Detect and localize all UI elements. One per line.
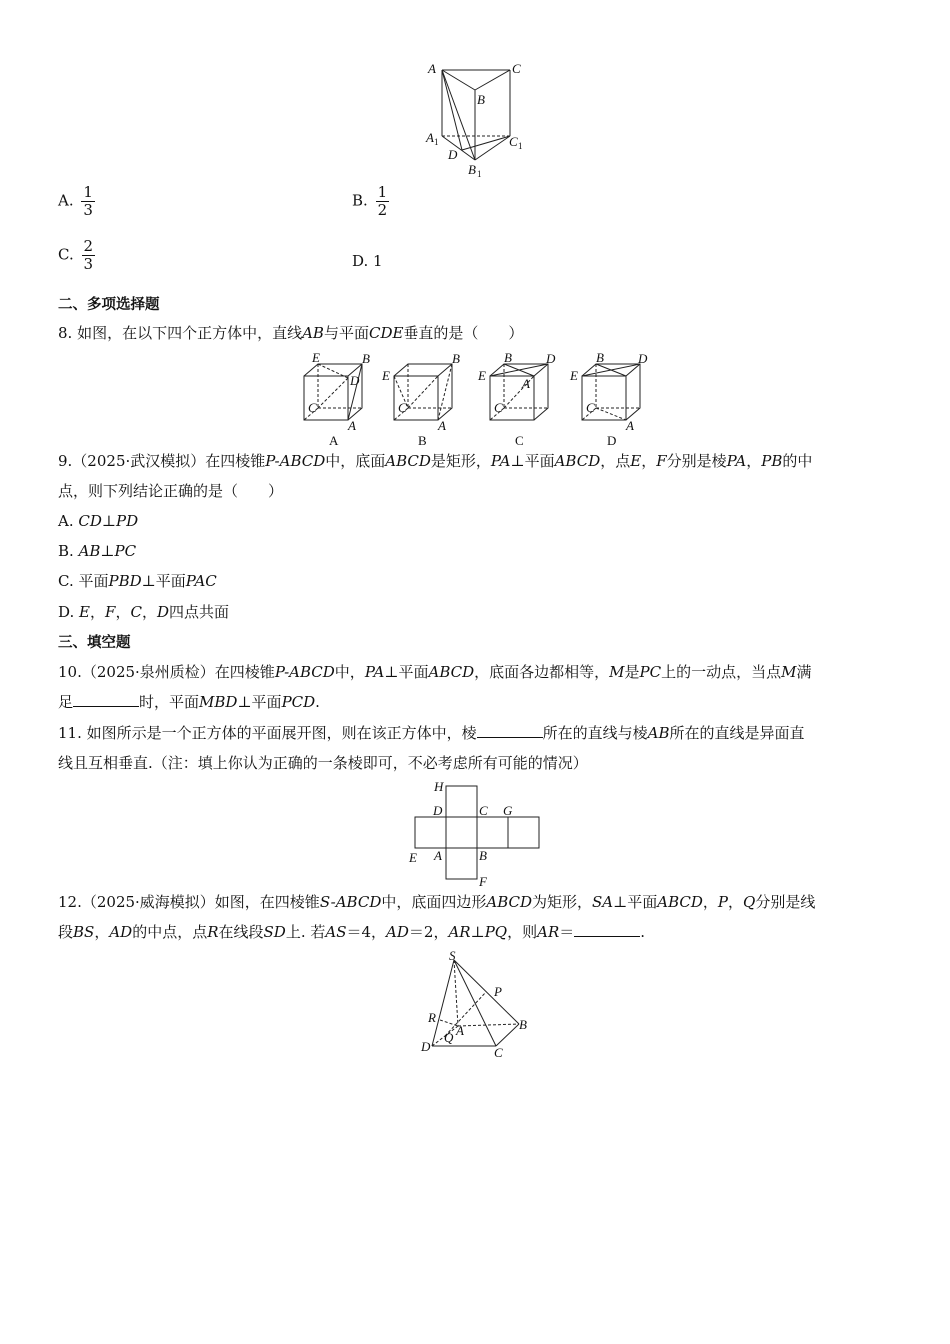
q9-option-c[interactable]: C. 平面PBD⊥平面PAC [58, 572, 217, 590]
q7-option-b[interactable]: B. $\frac{1}{2}$ [352, 183, 388, 219]
caption-c: C [515, 433, 524, 448]
caption-a: A [329, 433, 339, 448]
svg-text:E: E [409, 850, 417, 865]
q7-option-a[interactable]: A. $\frac{1}{3}$ [58, 183, 93, 219]
svg-text:1: 1 [477, 169, 482, 179]
svg-text:B: B [452, 351, 460, 366]
svg-text:D: D [638, 351, 648, 366]
q9-option-a[interactable]: A. CD⊥PD [58, 512, 139, 530]
label-A: A [428, 61, 436, 76]
svg-text:H: H [434, 779, 444, 794]
q11-stem-line2: 线且互相垂直.（注：填上你认为正确的一条棱即可，不必考虑所有可能的情况） [58, 754, 588, 772]
q10-stem-line1: 10.（2025·泉州质检）在四棱锥P-ABCD中，PA⊥平面ABCD，底面各边都相等，M是PC上的一动点，当点M满 [58, 663, 812, 681]
fraction: $\frac{2}{3}$ [83, 237, 94, 273]
label-C: C [512, 61, 521, 76]
q9-option-b[interactable]: B. AB⊥PC [58, 542, 137, 560]
q12-stem-line2: 段BS，AD的中点，点R在线段SD上. 若AS＝4，AD＝2，AR⊥PQ，则AR＝ . [58, 923, 646, 941]
svg-text:F: F [479, 874, 487, 889]
svg-text:E: E [312, 350, 320, 365]
label-C1: C [509, 134, 518, 149]
cube-d [569, 350, 648, 448]
svg-text:1: 1 [518, 141, 523, 151]
svg-text:A: A [456, 1023, 464, 1038]
fraction: $\frac{1}{3}$ [83, 183, 93, 219]
section-multiple-choice: 二、多项选择题 [58, 297, 160, 313]
svg-text:B: B [479, 848, 487, 863]
svg-text:C: C [494, 400, 503, 415]
svg-text:D: D [433, 803, 443, 818]
section-fill-blank: 三、填空题 [58, 635, 131, 651]
label-B: B [477, 92, 485, 107]
label-B1: B [468, 162, 476, 177]
svg-text:C: C [308, 400, 317, 415]
svg-text:D: D [421, 1039, 431, 1054]
svg-text:E: E [478, 368, 486, 383]
q7-option-d[interactable]: D. 1 [352, 252, 383, 270]
caption-b: B [418, 433, 427, 448]
answer-blank[interactable] [477, 723, 543, 738]
svg-text:B: B [519, 1017, 527, 1032]
svg-text:A: A [434, 848, 442, 863]
svg-text:D: D [350, 373, 360, 388]
pyramid-figure [414, 948, 539, 1060]
label-D: D [448, 147, 458, 162]
svg-text:A: A [626, 418, 634, 433]
svg-text:E: E [382, 368, 390, 383]
svg-text:S: S [449, 948, 456, 963]
svg-text:A: A [348, 418, 356, 433]
svg-text:A: A [438, 418, 446, 433]
svg-text:G: G [503, 803, 513, 818]
answer-blank[interactable] [574, 922, 640, 937]
q12-stem-line1: 12.（2025·威海模拟）如图，在四棱锥S-ABCD中，底面四边形ABCD为矩形，SA⊥平面ABCD，P，Q分别是线 [58, 893, 816, 911]
svg-text:R: R [428, 1010, 436, 1025]
svg-text:E: E [570, 368, 578, 383]
svg-text:B: B [362, 351, 370, 366]
label-A1: A [426, 130, 434, 145]
q7-option-c[interactable]: C. $\frac{2}{3}$ [58, 237, 94, 273]
q10-stem-line2: 足 时，平面MBD⊥平面PCD. [58, 693, 320, 711]
svg-text:B: B [504, 350, 512, 365]
fraction: $\frac{1}{2}$ [377, 183, 388, 219]
cube-c [477, 350, 556, 448]
q9-option-d[interactable]: D. E，F，C，D四点共面 [58, 603, 229, 621]
q8-stem: 8. 如图，在以下四个正方体中，直线AB与平面CDE垂直的是（ ） [58, 324, 524, 342]
svg-text:C: C [398, 400, 407, 415]
svg-text:C: C [494, 1045, 503, 1060]
q9-stem-line2: 点，则下列结论正确的是（ ） [58, 482, 284, 500]
svg-text:A: A [522, 376, 530, 391]
svg-text:P: P [494, 984, 502, 999]
svg-text:C: C [479, 803, 488, 818]
cube-a [304, 350, 370, 448]
q11-stem-line1: 11. 如图所示是一个正方体的平面展开图，则在该正方体中，棱 所在的直线与棱AB所在的直线是异面直 [58, 724, 805, 742]
q8-cubes-figure [296, 350, 656, 450]
svg-text:1: 1 [434, 137, 439, 147]
svg-text:C: C [586, 400, 595, 415]
answer-blank[interactable] [73, 692, 139, 707]
svg-text:D: D [546, 351, 556, 366]
svg-text:Q: Q [444, 1030, 454, 1045]
svg-text:B: B [596, 350, 604, 365]
caption-d: D [607, 433, 617, 448]
prism-figure [420, 58, 530, 183]
q9-stem-line1: 9.（2025·武汉模拟）在四棱锥P-ABCD中，底面ABCD是矩形，PA⊥平面ABCD，点E，F分别是棱PA，PB的中 [58, 452, 813, 470]
cube-net-figure [404, 778, 554, 890]
cube-b [381, 351, 460, 448]
